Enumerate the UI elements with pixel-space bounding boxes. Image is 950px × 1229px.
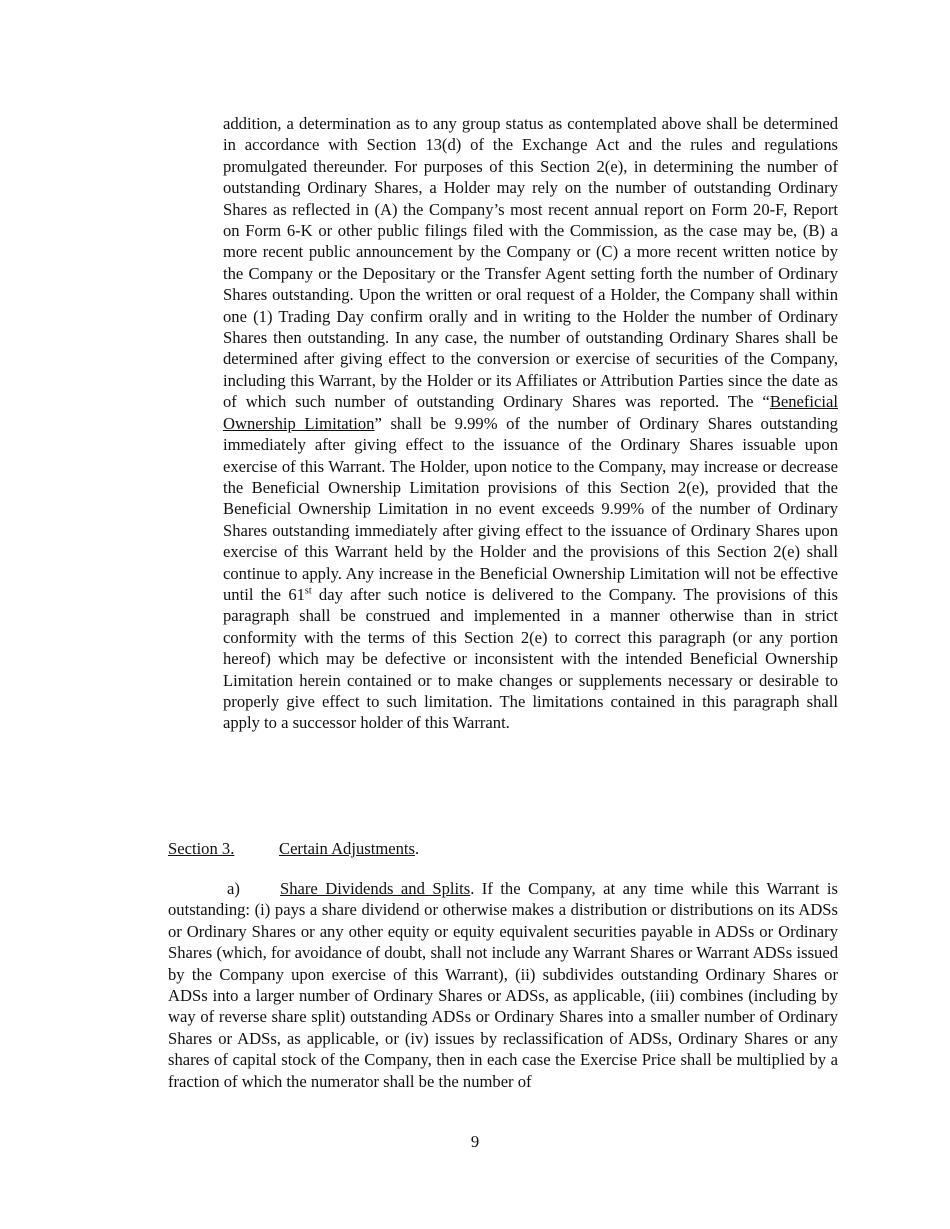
subsection-title: Share Dividends and Splits	[280, 879, 471, 898]
subsection-body: . If the Company, at any time while this Warrant is outstanding: (i) pays a share dividend or otherwise makes a distribution or distributions on its ADSs or Ordinary Shares or any other equity or equity equivalent securities payable in ADSs or Ordinary Shares (which, for avoidance of doubt, shall not include any Warrant Shares or Warrant ADSs issued by the Company upon exercise of this Warrant), (ii) subdivides outstanding Ordinary Shares or ADSs into a larger number of Ordinary Shares or ADSs, as applicable, (iii) combines (including by way of reverse share split) outstanding ADSs or Ordinary Shares into a smaller number of Ordinary Shares or ADSs, as applicable, or (iv) issues by reclassification of ADSs, Ordinary Shares or any shares of capital stock of the Company, then in each case the Exercise Price shall be multiplied by a fraction of which the numerator shall be the number of	[168, 879, 838, 1091]
continuation-text-part2: ” shall be 9.99% of the number of Ordinary Shares outstanding immediately after giving effect to the issuance of the Ordinary Shares issuable upon exercise of this Warrant. The Holder, upon notice to the Company, may increase or decrease the Beneficial Ownership Limitation provisions of this Section 2(e), provided that the Beneficial Ownership Limitation in no event exceeds 9.99% of the number of Ordinary Shares outstanding immediately after giving effect to the issuance of Ordinary Shares upon exercise of this Warrant held by the Holder and the provisions of this Section 2(e) shall continue to apply. Any increase in the Beneficial Ownership Limitation will not be effective until the 61	[223, 413, 838, 604]
continuation-paragraph	[223, 113, 838, 734]
ordinal-suffix: st	[304, 585, 312, 597]
page-number: 9	[470, 1132, 480, 1151]
subsection-label: a)	[227, 879, 240, 898]
section-title-period: .	[414, 839, 420, 858]
section-title: Certain Adjustments	[279, 839, 415, 858]
continuation-text-part1: addition, a determination as to any group status as contemplated above shall be determined in accordance with Section 13(d) of the Exchange Act and the rules and regulations promulgated thereunder. For purposes of this Section 2(e), in determining the number of outstanding Ordinary Shares, a Holder may rely on the number of outstanding Ordinary Shares as reflected in (A) the Company’s most recent annual report on Form 20-F, Report on Form 6-K or other public filings filed with the Commission, as the case may be, (B) a more recent public announcement by the Company or (C) a more recent written notice by the Company or the Depositary or the Transfer Agent setting forth the number of Ordinary Shares outstanding. Upon the written or oral request of a Holder, the Company shall within one (1) Trading Day confirm orally and in writing to the Holder the number of Ordinary Shares then outstanding. In any case, the number of outstanding Ordinary Shares shall be determined after giving effect to the conversion or exercise of securities of the Company, including this Warrant, by the Holder or its Affiliates or Attribution Parties since the date as of which such number of outstanding Ordinary Shares was reported. The “	[223, 114, 838, 412]
subsection-paragraph	[168, 878, 838, 1092]
continuation-text-part3: day after such notice is delivered to the Company. The provisions of this paragraph shall be construed and implemented in a manner otherwise than in strict conformity with the terms of this Section 2(e) to correct this paragraph (or any portion hereof) which may be defective or inconsistent with the intended Beneficial Ownership Limitation herein contained or to make changes or supplements necessary or desirable to properly give effect to such limitation. The limitations contained in this paragraph shall apply to a successor holder of this Warrant.	[223, 584, 838, 733]
section-heading	[168, 838, 838, 859]
defined-term-beneficial-ownership-limitation: Beneficial Ownership Limitation	[223, 392, 838, 433]
section-number: Section 3.	[168, 839, 235, 858]
